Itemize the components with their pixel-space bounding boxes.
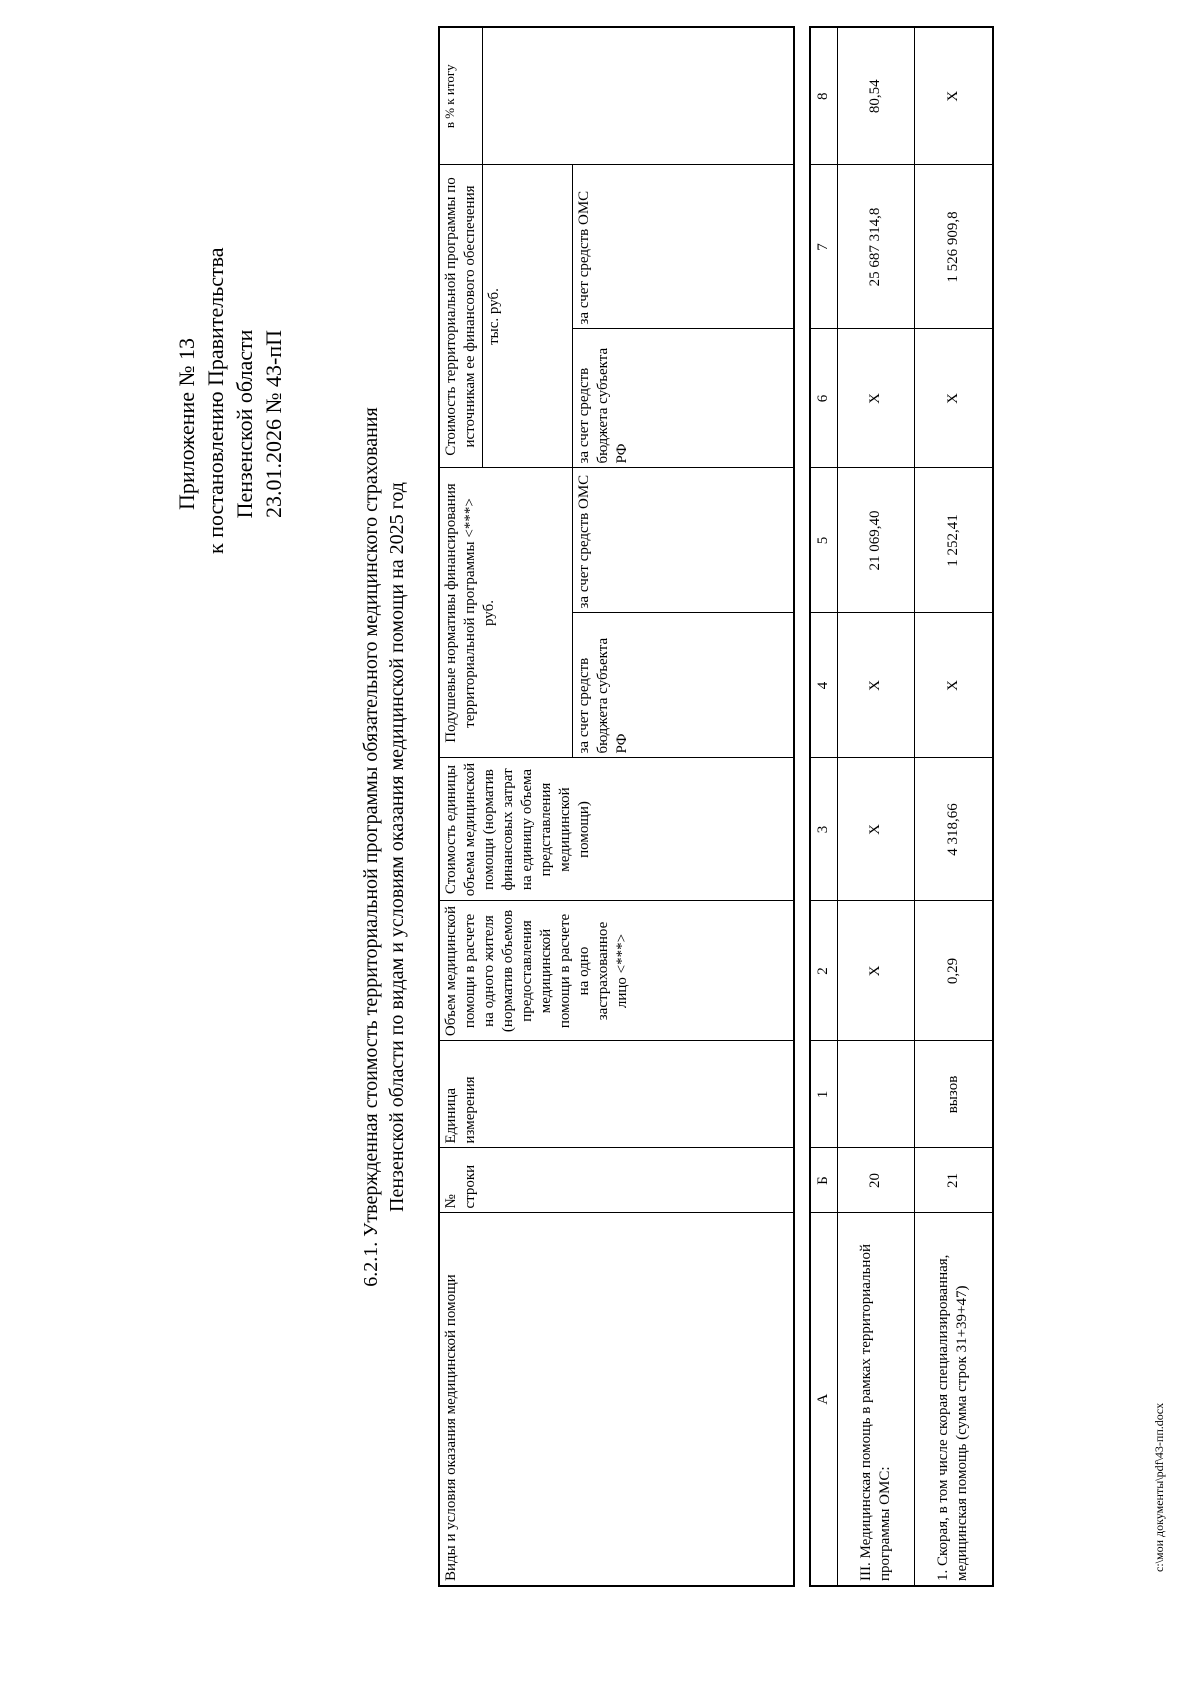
header-percent: в % к итогу xyxy=(439,27,483,165)
row-percent: Х xyxy=(914,27,993,165)
appendix-block xyxy=(172,247,288,554)
row-budget-per-capita: Х xyxy=(914,613,993,758)
header-oms-per-capita: за счет средств ОМС xyxy=(573,468,795,613)
table-title xyxy=(358,107,410,1587)
header-volume: Объем медицинской помощи в расчете на одного жителя (норматив объемов предоставления медицинской помощи в расчете на одно застрахованное лицо <***> xyxy=(439,901,794,1041)
row-unit: вызов xyxy=(914,1041,993,1148)
header-thousand-rub: тыс. руб. xyxy=(483,165,573,468)
header-oms-cost: за счет средств ОМС xyxy=(573,165,795,329)
row-label: III. Медицинская помощь в рамках территориальной программы ОМС: xyxy=(837,1213,914,1586)
column-label: 2 xyxy=(810,901,837,1041)
row-unit-cost: 4 318,66 xyxy=(914,758,993,901)
header-per-capita xyxy=(439,468,573,758)
header-unit-cost: Стоимость единицы объема медицинской помощи (норматив финансовых затрат на единицу объема представления медицинской помощи) xyxy=(439,758,794,901)
row-budget-cost: Х xyxy=(837,329,914,468)
column-label: 7 xyxy=(810,165,837,329)
row-oms-cost: 1 526 909,8 xyxy=(914,165,993,329)
row-number: 21 xyxy=(914,1148,993,1213)
appendix-decree: к постановлению Правительства xyxy=(203,247,228,554)
row-label: 1. Скорая, в том числе скорая специализированная, медицинская помощь (сумма строк 31+39+47) xyxy=(914,1213,993,1586)
header-types: Виды и условия оказания медицинской помощи xyxy=(439,1213,794,1586)
header-cost-by-source: Стоимость территориальной программы по источникам ее финансового обеспечения xyxy=(439,165,483,468)
column-label: А xyxy=(810,1213,837,1586)
table-row xyxy=(837,27,914,1586)
appendix-date: 23.01.2026 № 43-пП xyxy=(261,330,286,518)
row-volume: 0,29 xyxy=(914,901,993,1041)
row-budget-cost: Х xyxy=(914,329,993,468)
appendix-number: Приложение № 13 xyxy=(174,337,199,511)
row-volume: Х xyxy=(837,901,914,1041)
table-header xyxy=(438,26,795,1587)
table-title-line-2: Пензенской области по видам и условиям оказания медицинской помощи на 2025 год xyxy=(386,482,408,1212)
column-label: 3 xyxy=(810,758,837,901)
column-label: 5 xyxy=(810,468,837,613)
column-label: 6 xyxy=(810,329,837,468)
column-label: 1 xyxy=(810,1041,837,1148)
header-per-capita-unit: руб. xyxy=(481,600,497,626)
header-unit: Единица измерения xyxy=(439,1041,794,1148)
row-oms-per-capita: 1 252,41 xyxy=(914,468,993,613)
row-percent: 80,54 xyxy=(837,27,914,165)
header-per-capita-title: Подушевые нормативы финансирования территориальной программы <***> xyxy=(443,483,478,743)
header-percent-blank xyxy=(483,27,795,165)
row-unit-cost: Х xyxy=(837,758,914,901)
appendix-region: Пензенской области xyxy=(232,329,257,519)
header-budget-cost: за счет средств бюджета субъекта РФ xyxy=(573,329,795,468)
table-title-line-1: 6.2.1. Утвержденная стоимость территориальной программы обязательного медицинского страхования xyxy=(360,407,382,1287)
table-row xyxy=(914,27,993,1586)
row-oms-cost: 25 687 314,8 xyxy=(837,165,914,329)
row-number: 20 xyxy=(837,1148,914,1213)
header-row-number: № строки xyxy=(439,1148,794,1213)
file-path-footer: c:\мои документы\pdf\43-пп.docx xyxy=(1152,1402,1166,1572)
column-label: 8 xyxy=(810,27,837,165)
column-label-row xyxy=(810,27,837,1586)
row-unit xyxy=(837,1041,914,1148)
row-oms-per-capita: 21 069,40 xyxy=(837,468,914,613)
column-label: 4 xyxy=(810,613,837,758)
table-body xyxy=(809,26,994,1587)
row-budget-per-capita: Х xyxy=(837,613,914,758)
header-budget-per-capita: за счет средств бюджета субъекта РФ xyxy=(573,613,795,758)
column-label: Б xyxy=(810,1148,837,1213)
